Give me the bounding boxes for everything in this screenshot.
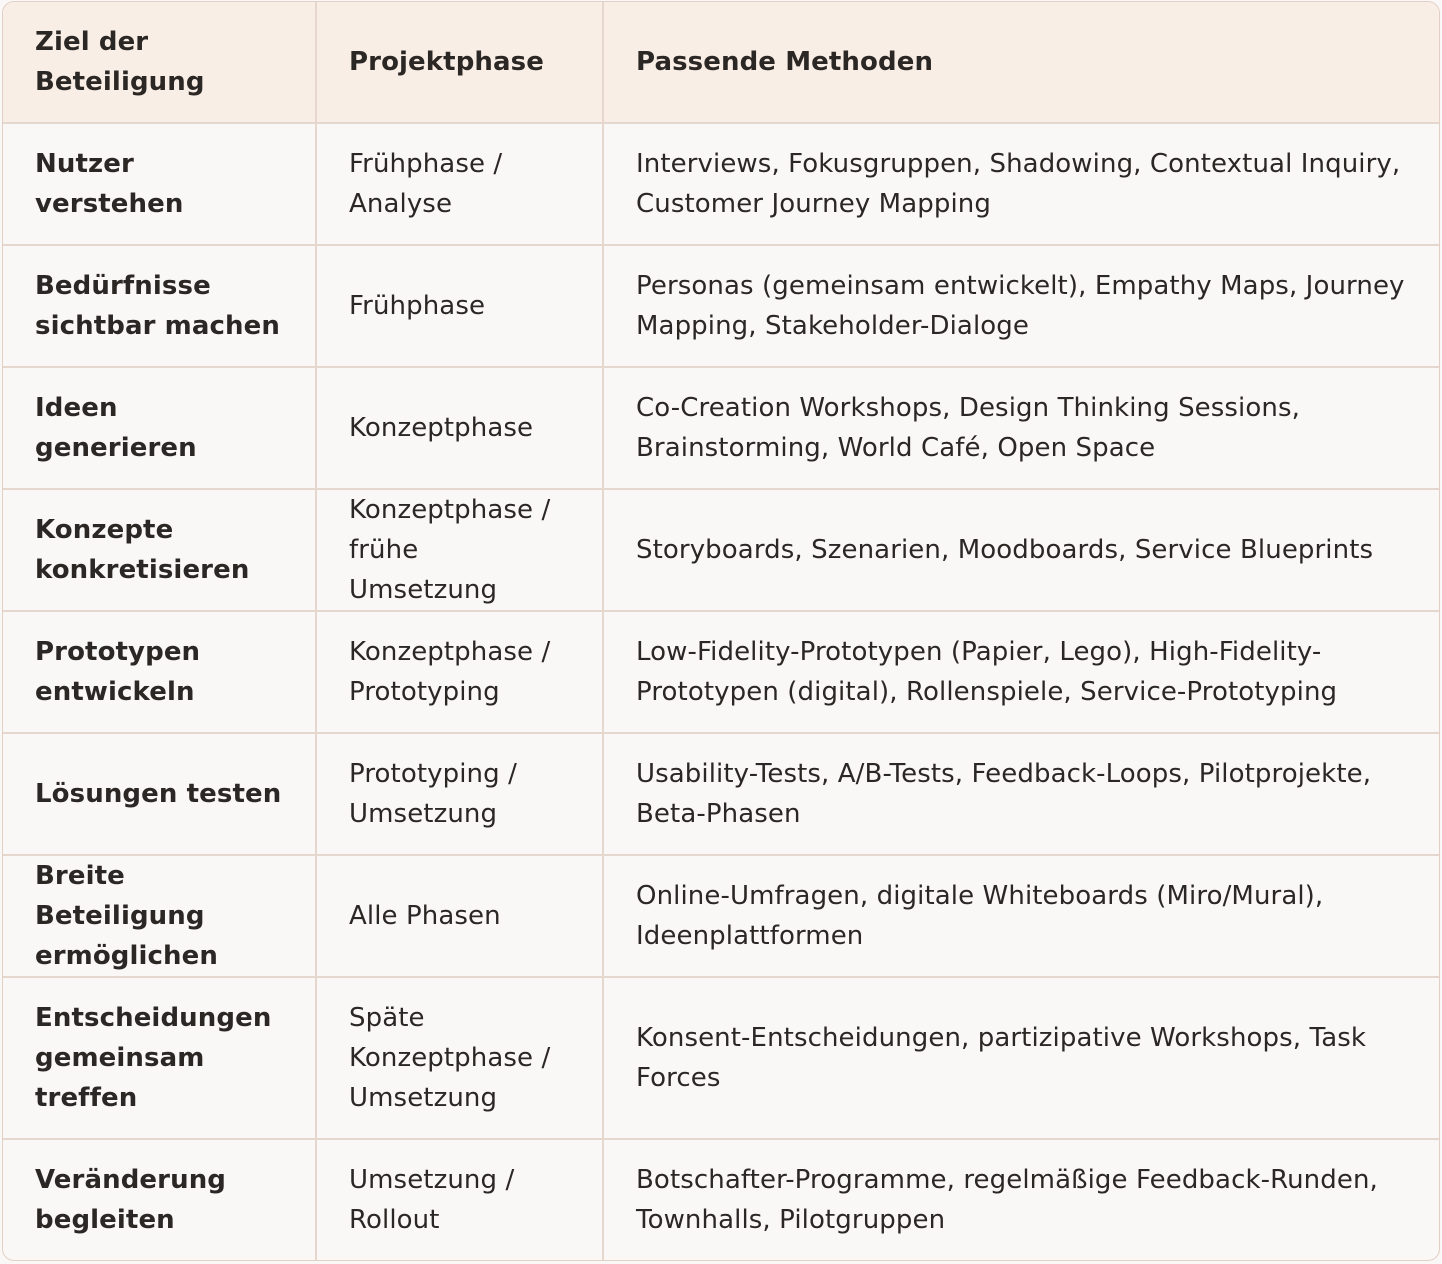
methods-cell: Low-Fidelity-Prototypen (Papier, Lego), High-Fidelity-Prototypen (digital), Rollenspiele, Service-Prototyping xyxy=(603,611,1439,733)
phase-cell: Frühphase / Analyse xyxy=(316,123,603,245)
phase-cell: Späte Konzeptphase / Umsetzung xyxy=(316,977,603,1139)
header-goal: Ziel der Beteiligung xyxy=(3,2,316,123)
table-row xyxy=(3,123,1439,245)
goal-cell: Entscheidungen gemeinsam treffen xyxy=(3,977,316,1139)
methods-cell: Personas (gemeinsam entwickelt), Empathy Maps, Journey Mapping, Stakeholder-Dialoge xyxy=(603,245,1439,367)
table-row xyxy=(3,611,1439,733)
goal-cell: Prototypen entwickeln xyxy=(3,611,316,733)
table-row xyxy=(3,977,1439,1139)
phase-cell: Alle Phasen xyxy=(316,855,603,977)
table-row xyxy=(3,489,1439,611)
table-row xyxy=(3,367,1439,489)
methods-cell: Interviews, Fokusgruppen, Shadowing, Contextual Inquiry, Customer Journey Mapping xyxy=(603,123,1439,245)
table-row xyxy=(3,1139,1439,1260)
methods-cell: Online-Umfragen, digitale Whiteboards (Miro/Mural), Ideenplattformen xyxy=(603,855,1439,977)
goal-cell: Ideen generieren xyxy=(3,367,316,489)
table-row xyxy=(3,855,1439,977)
methods-cell: Usability-Tests, A/B-Tests, Feedback-Loops, Pilotprojekte, Beta-Phasen xyxy=(603,733,1439,855)
table-row xyxy=(3,733,1439,855)
phase-cell: Umsetzung / Rollout xyxy=(316,1139,603,1260)
phase-cell: Konzeptphase xyxy=(316,367,603,489)
header-phase: Projektphase xyxy=(316,2,603,123)
goal-cell: Konzepte konkretisieren xyxy=(3,489,316,611)
phase-cell: Frühphase xyxy=(316,245,603,367)
phase-cell: Konzeptphase / frühe Umsetzung xyxy=(316,489,603,611)
table-row xyxy=(3,245,1439,367)
header-row xyxy=(3,2,1439,123)
goal-cell: Breite Beteiligung ermöglichen xyxy=(3,855,316,977)
goal-cell: Bedürfnisse sichtbar machen xyxy=(3,245,316,367)
methods-cell: Storyboards, Szenarien, Moodboards, Service Blueprints xyxy=(603,489,1439,611)
header-methods: Passende Methoden xyxy=(603,2,1439,123)
goal-cell: Veränderung begleiten xyxy=(3,1139,316,1260)
methods-cell: Co-Creation Workshops, Design Thinking Sessions, Brainstorming, World Café, Open Space xyxy=(603,367,1439,489)
phase-cell: Prototyping / Umsetzung xyxy=(316,733,603,855)
methods-cell: Botschafter-Programme, regelmäßige Feedback-Runden, Townhalls, Pilotgruppen xyxy=(636,1165,1378,1235)
goal-cell: Nutzer verstehen xyxy=(3,123,316,245)
phase-cell: Konzeptphase / Prototyping xyxy=(316,611,603,733)
methods-cell: Konsent-Entscheidungen, partizipative Workshops, Task Forces xyxy=(603,977,1439,1139)
table-body xyxy=(3,123,1439,1260)
methods-table-container xyxy=(2,1,1440,1261)
participation-methods-table xyxy=(3,2,1439,1260)
goal-cell: Lösungen testen xyxy=(3,733,316,855)
table-header xyxy=(3,2,1439,123)
